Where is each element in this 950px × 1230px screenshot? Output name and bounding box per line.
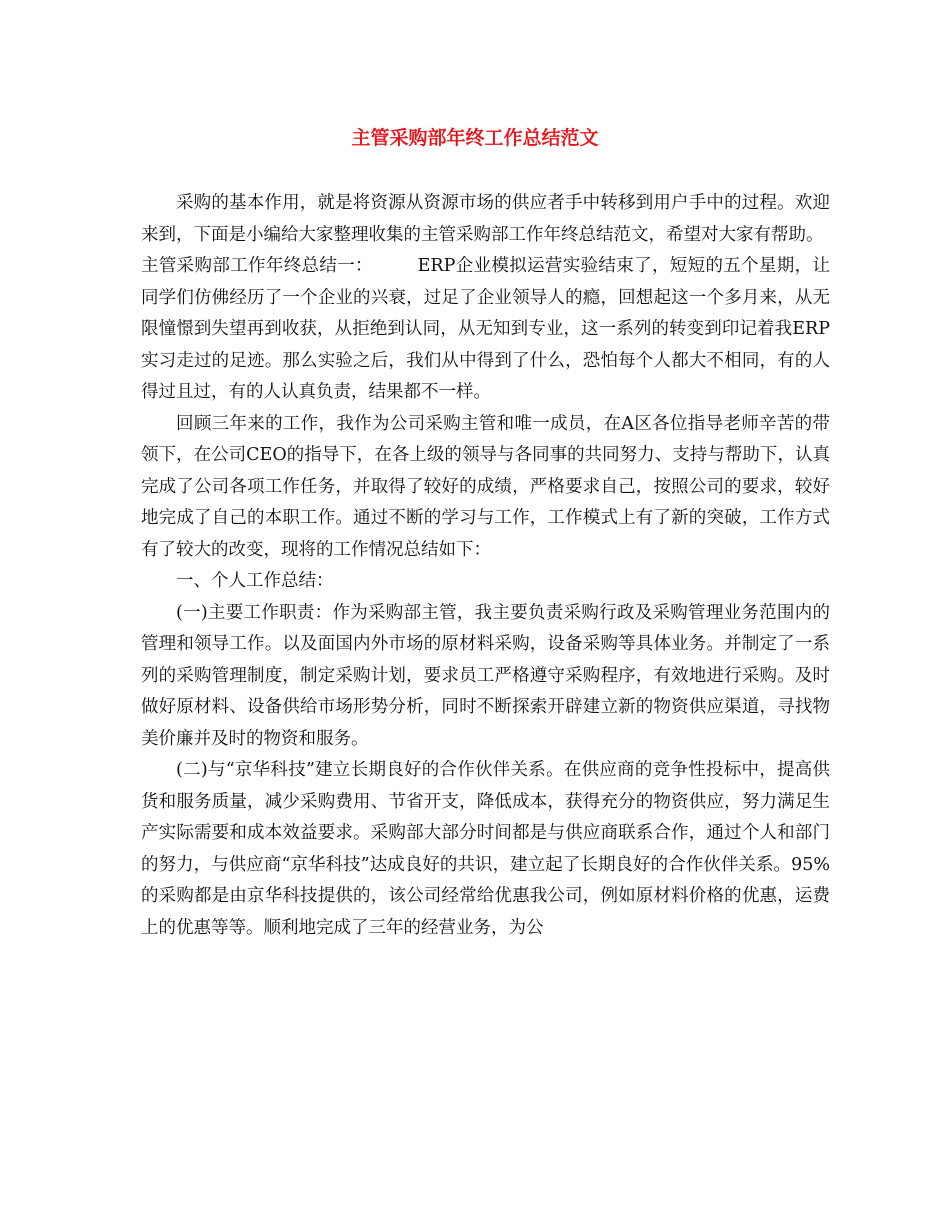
section-heading-personal-summary: 一、个人工作总结： — [176, 571, 334, 591]
paragraph-summary-one: 主管采购部工作年终总结一： ERP企业模拟运营实验结束了，短短的五个星期，让同学们仿佛经历了一个企业的兴衰，过足了企业领导人的瘾，回想起这一个多月来，从无限憧憬到失望再到收获，从拒绝到认同，从无知到专业，这一系列的转变到印记着我ERP实习走过的足迹。那么实验之后，我们从中得到了什么，恐怕每个人都大不相同，有的人得过且过，有的人认真负责，结果都不一样。 — [141, 256, 830, 402]
document-title: 主管采购部年终工作总结范文 — [351, 127, 599, 149]
paragraph-main-duties: (一)主要工作职责：作为采购部主管，我主要负责采购行政及采购管理业务范围内的管理和领导工作。以及面国内外市场的原材料采购，设备采购等具体业务。并制定了一系列的采购管理制度，制定采购计划，要求员工严格遵守采购程序，有效地进行采购。及时做好原材料、设备供给市场形势分析，同时不断探索开辟建立新的物资供应渠道，寻找物美价廉并及时的物资和服务。 — [141, 602, 830, 749]
paragraph-review: 回顾三年来的工作，我作为公司采购主管和唯一成员，在A区各位指导老师辛苦的带领下，在公司CEO的指导下，在各上级的领导与各同事的共同努力、支持与帮助下，认真完成了公司各项工作任务，并取得了较好的成绩，严格要求自己，按照公司的要求，较好地完成了自己的本职工作。通过不断的学习与工作，工作模式上有了新的突破，工作方式有了较大的改变，现将的工作情况总结如下： — [141, 413, 830, 560]
document-body — [141, 188, 830, 944]
paragraph-intro: 采购的基本作用，就是将资源从资源市场的供应者手中转移到用户手中的过程。欢迎来到，下面是小编给大家整理收集的主管采购部工作年终总结范文，希望对大家有帮助。 — [141, 193, 830, 245]
paragraph-partnership: (二)与“京华科技”建立长期良好的合作伙伴关系。在供应商的竞争性投标中，提高供货和服务质量，减少采购费用、节省开支，降低成本，获得充分的物资供应，努力满足生产实际需要和成本效益要求。采购部大部分时间都是与供应商联系合作，通过个人和部门的努力，与供应商“京华科技”达成良好的共识，建立起了长期良好的合作伙伴关系。95%的采购都是由京华科技提供的，该公司经常给优惠我公司，例如原材料价格的优惠，运费上的优惠等等。顺利地完成了三年的经营业务，为公 — [141, 760, 830, 938]
